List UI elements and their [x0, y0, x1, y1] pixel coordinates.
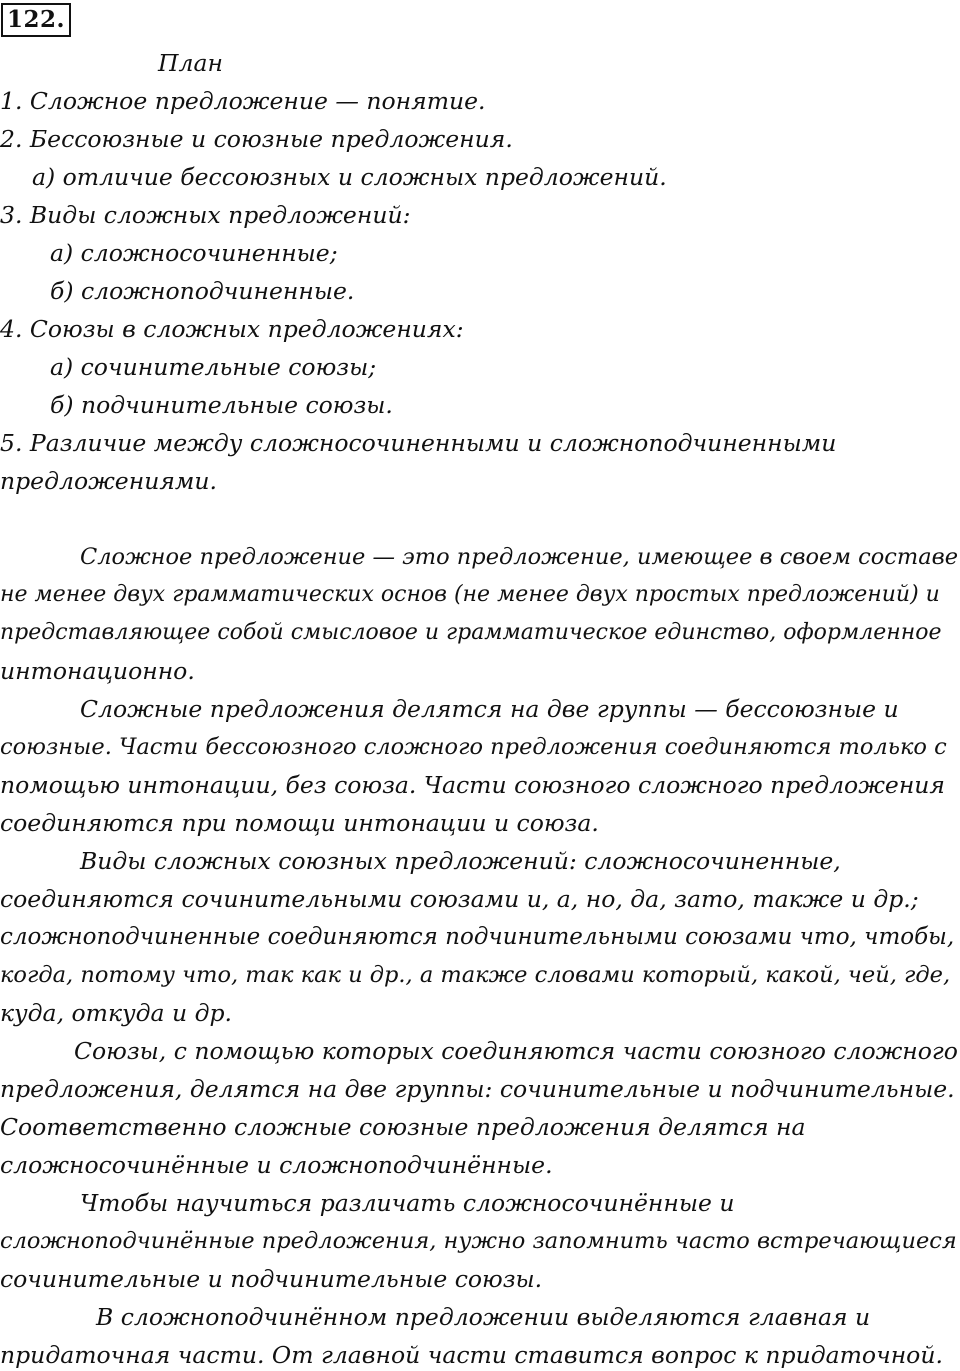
text-line: когда, потому что, так как и др., а также словами который, какой, чей, где, [0, 962, 951, 988]
plan-subitem: б) сложноподчиненные. [50, 277, 355, 305]
plan-subitem: а) отличие бессоюзных и сложных предложений. [32, 163, 667, 191]
text-line: В сложноподчинённом предложении выделяются главная и [96, 1303, 871, 1331]
text-line: Чтобы научиться различать сложносочинённые и [80, 1189, 735, 1217]
text-line: Соответственно сложные союзные предложения делятся на [0, 1113, 806, 1141]
text-line: придаточная части. От главной части ставится вопрос к придаточной. [0, 1341, 943, 1369]
text-line: Сложное предложение — это предложение, имеющее в своем составе [80, 544, 959, 570]
exercise-number: 122. [1, 3, 71, 37]
plan-item: 5. Различие между сложносочиненными и сложноподчиненными [0, 429, 837, 457]
text-line: союзные. Части бессоюзного сложного предложения соединяются только с [0, 734, 947, 760]
text-line: Союзы, с помощью которых соединяются части союзного сложного [74, 1037, 958, 1065]
text-line: Сложные предложения делятся на две группы — бессоюзные и [80, 695, 899, 723]
plan-item: 3. Виды сложных предложений: [0, 201, 411, 229]
text-line: представляющее собой смысловое и грамматическое единство, оформленное [0, 620, 942, 645]
text-line: сложноподчинённые предложения, нужно запомнить часто встречающиеся [0, 1228, 957, 1254]
text-line: сложноподчиненные соединяются подчинительными союзами что, чтобы, [0, 924, 955, 950]
text-line: интонационно. [0, 657, 195, 685]
plan-item-continuation: предложениями. [0, 467, 217, 495]
text-line: куда, откуда и др. [0, 999, 232, 1027]
text-line: помощью интонации, без союза. Части союзного сложного предложения [0, 771, 945, 799]
text-line: сложносочинённые и сложноподчинённые. [0, 1151, 553, 1179]
text-line: предложения, делятся на две группы: сочинительные и подчинительные. [0, 1075, 955, 1103]
plan-item: 2. Бессоюзные и союзные предложения. [0, 125, 513, 153]
plan-item: 4. Союзы в сложных предложениях: [0, 315, 464, 343]
text-line: сочинительные и подчинительные союзы. [0, 1265, 543, 1293]
plan-title: План [158, 49, 223, 77]
text-line: соединяются сочинительными союзами и, а, но, да, зато, также и др.; [0, 885, 919, 913]
text-line: соединяются при помощи интонации и союза. [0, 809, 599, 837]
plan-subitem: а) сочинительные союзы; [50, 353, 377, 381]
text-line: не менее двух грамматических основ (не менее двух простых предложений) и [0, 582, 940, 607]
plan-subitem: а) сложносочиненные; [50, 239, 338, 267]
plan-item: 1. Сложное предложение — понятие. [0, 87, 486, 115]
text-line: Виды сложных союзных предложений: сложносочиненные, [80, 847, 841, 875]
plan-subitem: б) подчинительные союзы. [50, 391, 393, 419]
